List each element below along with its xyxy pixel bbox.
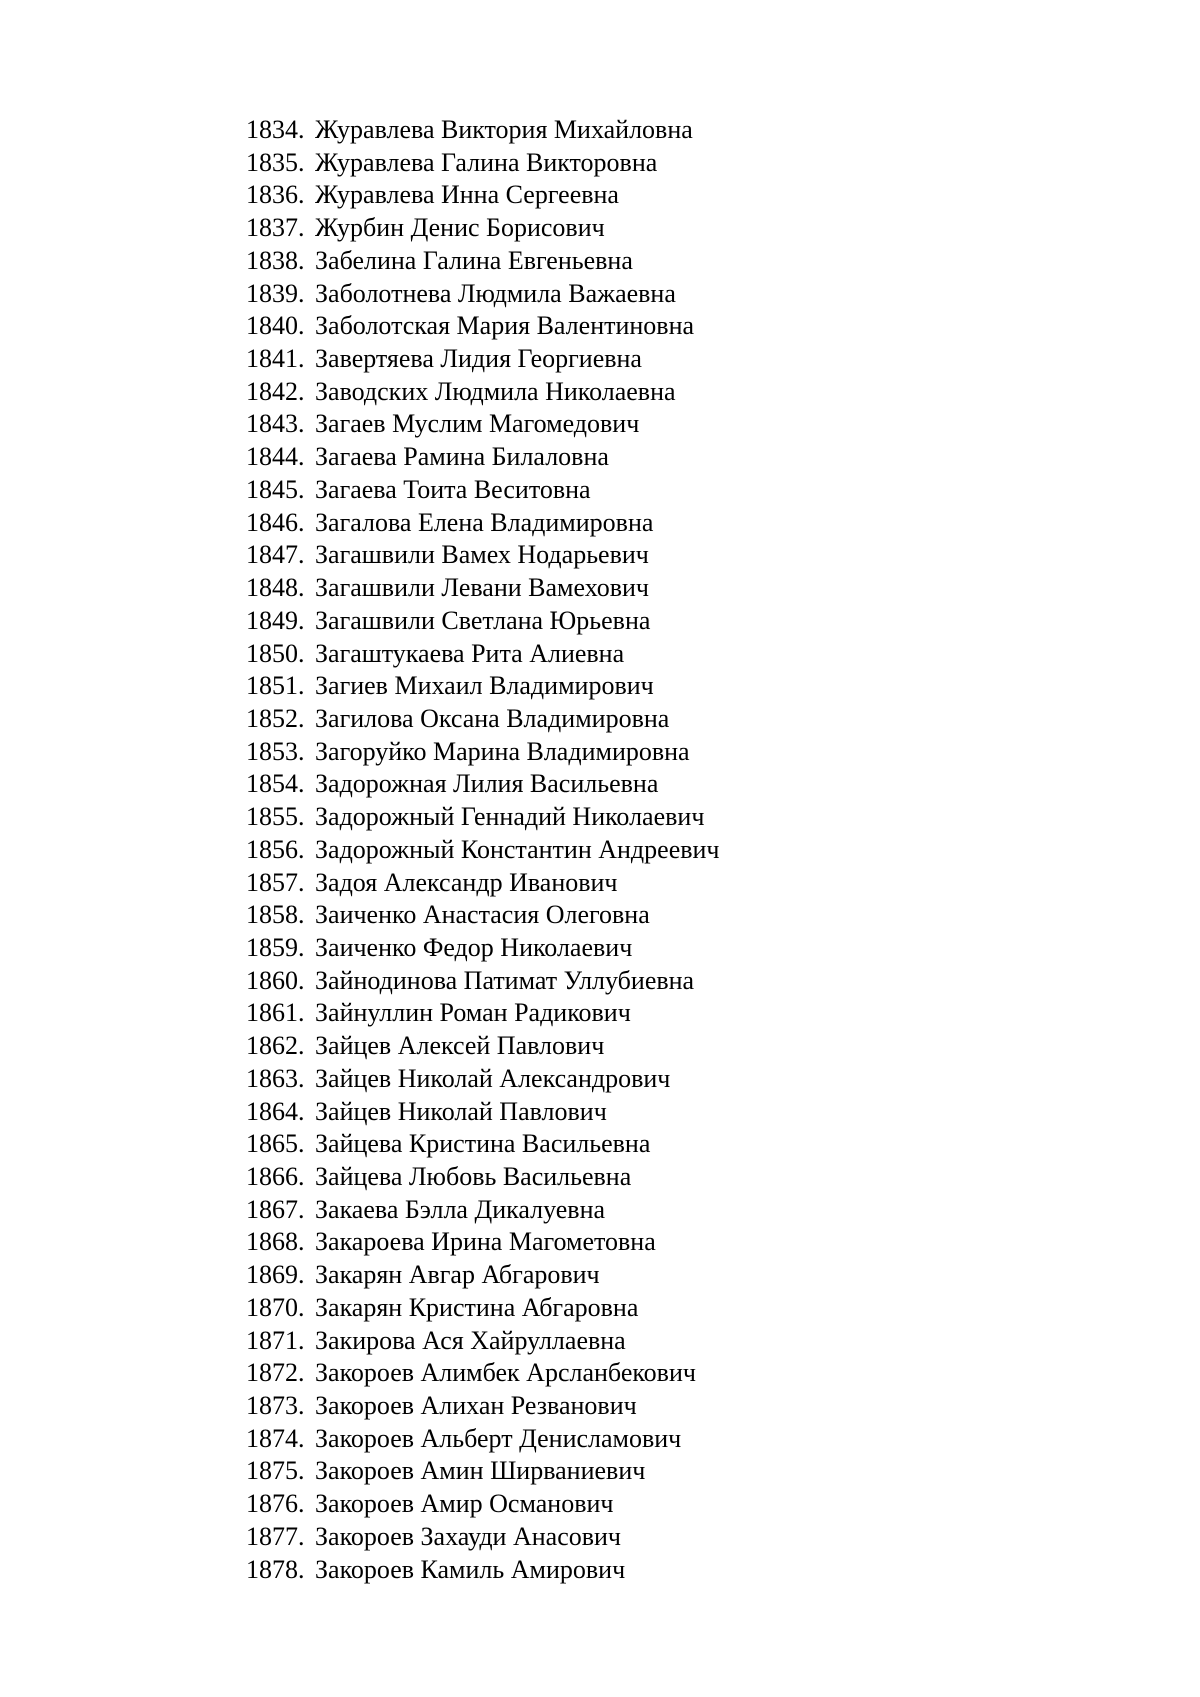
entry-full-name: Заиченко Федор Николаевич (315, 932, 633, 962)
entry-number: 1847. (246, 540, 305, 570)
entry-full-name: Закарян Авгар Абгарович (315, 1260, 600, 1290)
entry-number: 1870. (246, 1292, 305, 1322)
entry-full-name: Загаев Муслим Магомедович (315, 409, 640, 439)
entry-full-name: Загаева Рамина Билаловна (315, 442, 609, 472)
list-item (246, 670, 720, 703)
entry-full-name: Журавлева Галина Викторовна (315, 147, 658, 177)
list-item (246, 867, 720, 900)
entry-number: 1835. (246, 147, 305, 177)
entry-number: 1876. (246, 1489, 305, 1519)
entry-number: 1877. (246, 1521, 305, 1551)
list-item (246, 1063, 720, 1096)
list-item (246, 245, 720, 278)
entry-number: 1875. (246, 1456, 305, 1486)
list-item (246, 1128, 720, 1161)
entry-number: 1844. (246, 442, 305, 472)
entry-full-name: Задорожный Константин Андреевич (315, 834, 720, 864)
entry-full-name: Закороев Альберт Денисламович (315, 1423, 682, 1453)
entry-full-name: Заводских Людмила Николаевна (315, 376, 676, 406)
list-item (246, 1423, 720, 1456)
list-item (246, 1096, 720, 1129)
entry-full-name: Загашвили Левани Вамехович (315, 573, 649, 603)
entry-full-name: Загаева Тоита Веситовна (315, 474, 591, 504)
entry-number: 1873. (246, 1391, 305, 1421)
entry-number: 1838. (246, 245, 305, 275)
list-item (246, 768, 720, 801)
entry-number: 1845. (246, 474, 305, 504)
list-item (246, 801, 720, 834)
entry-number: 1862. (246, 1031, 305, 1061)
entry-full-name: Закороев Амин Ширваниевич (315, 1456, 646, 1486)
name-list (246, 114, 720, 1586)
entry-number: 1853. (246, 736, 305, 766)
entry-full-name: Закороев Захауди Анасович (315, 1521, 621, 1551)
entry-number: 1857. (246, 867, 305, 897)
list-item (246, 376, 720, 409)
entry-full-name: Зайцев Николай Павлович (315, 1096, 607, 1126)
entry-full-name: Закороев Амир Османович (315, 1489, 614, 1519)
entry-number: 1872. (246, 1358, 305, 1388)
entry-number: 1874. (246, 1423, 305, 1453)
list-item (246, 408, 720, 441)
list-item (246, 1325, 720, 1358)
entry-full-name: Зайцев Алексей Павлович (315, 1031, 605, 1061)
entry-number: 1851. (246, 671, 305, 701)
entry-number: 1860. (246, 965, 305, 995)
list-item (246, 965, 720, 998)
entry-number: 1869. (246, 1260, 305, 1290)
entry-full-name: Забелина Галина Евгеньевна (315, 245, 633, 275)
entry-full-name: Журавлева Виктория Михайловна (315, 115, 693, 144)
list-item (246, 212, 720, 245)
list-item (246, 932, 720, 965)
entry-number: 1842. (246, 376, 305, 406)
list-item (246, 147, 720, 180)
entry-full-name: Задорожная Лилия Васильевна (315, 769, 659, 799)
entry-number: 1878. (246, 1554, 305, 1584)
entry-full-name: Закарян Кристина Абгаровна (315, 1292, 639, 1322)
list-item (246, 1030, 720, 1063)
entry-number: 1866. (246, 1162, 305, 1191)
list-item (246, 736, 720, 769)
entry-number: 1839. (246, 278, 305, 308)
list-item (246, 1357, 720, 1390)
list-item (246, 605, 720, 638)
list-item (246, 1390, 720, 1423)
entry-number: 1837. (246, 213, 305, 243)
entry-number: 1854. (246, 769, 305, 799)
list-item (246, 1226, 720, 1259)
entry-number: 1864. (246, 1096, 305, 1126)
list-item (246, 638, 720, 671)
entry-number: 1843. (246, 409, 305, 439)
list-item (246, 572, 720, 605)
entry-full-name: Задорожный Геннадий Николаевич (315, 802, 705, 832)
list-item (246, 441, 720, 474)
entry-full-name: Закороев Алимбек Арсланбекович (315, 1358, 696, 1388)
entry-full-name: Зайнуллин Роман Радикович (315, 998, 631, 1028)
entry-number: 1848. (246, 573, 305, 603)
entry-full-name: Закирова Ася Хайруллаевна (315, 1325, 626, 1355)
entry-full-name: Журбин Денис Борисович (315, 213, 605, 243)
entry-number: 1850. (246, 638, 305, 668)
list-item (246, 834, 720, 867)
entry-full-name: Зайнодинова Патимат Уллубиевна (315, 965, 695, 995)
entry-number: 1856. (246, 834, 305, 864)
entry-full-name: Заболотская Мария Валентиновна (315, 311, 695, 341)
entry-full-name: Загаштукаева Рита Алиевна (315, 638, 625, 668)
entry-full-name: Зайцева Кристина Васильевна (315, 1129, 651, 1159)
entry-number: 1867. (246, 1194, 305, 1224)
entry-full-name: Закаева Бэлла Дикалуевна (315, 1194, 606, 1224)
entry-number: 1855. (246, 802, 305, 832)
list-item (246, 1161, 720, 1194)
list-item (246, 507, 720, 540)
list-item (246, 1292, 720, 1325)
entry-full-name: Журавлева Инна Сергеевна (315, 180, 619, 210)
entry-number: 1846. (246, 507, 305, 537)
entry-number: 1868. (246, 1227, 305, 1257)
list-item (246, 539, 720, 572)
entry-full-name: Загоруйко Марина Владимировна (315, 736, 690, 766)
entry-number: 1861. (246, 998, 305, 1028)
entry-full-name: Завертяева Лидия Георгиевна (315, 344, 642, 374)
entry-full-name: Закороев Камиль Амирович (315, 1554, 626, 1584)
entry-full-name: Загалова Елена Владимировна (315, 507, 654, 537)
entry-full-name: Задоя Александр Иванович (315, 867, 618, 897)
entry-number: 1863. (246, 1063, 305, 1093)
list-item (246, 1488, 720, 1521)
entry-full-name: Загилова Оксана Владимировна (315, 703, 670, 733)
list-item (246, 278, 720, 311)
entry-full-name: Заболотнева Людмила Важаевна (315, 278, 676, 308)
list-item (246, 1455, 720, 1488)
entry-full-name: Заиченко Анастасия Олеговна (315, 900, 650, 930)
list-item (246, 310, 720, 343)
list-item (246, 474, 720, 507)
entry-number: 1852. (246, 703, 305, 733)
entry-number: 1871. (246, 1325, 305, 1355)
entry-number: 1849. (246, 605, 305, 635)
entry-full-name: Зайцев Николай Александрович (315, 1063, 671, 1093)
list-item (246, 1259, 720, 1292)
entry-number: 1834. (246, 115, 305, 144)
entry-full-name: Загашвили Светлана Юрьевна (315, 605, 651, 635)
list-item (246, 1194, 720, 1227)
entry-full-name: Закароева Ирина Магометовна (315, 1227, 656, 1257)
list-item (246, 179, 720, 212)
entry-number: 1836. (246, 180, 305, 210)
list-item (246, 1554, 720, 1587)
entry-full-name: Загашвили Вамех Нодарьевич (315, 540, 649, 570)
entry-number: 1841. (246, 344, 305, 374)
list-item (246, 343, 720, 376)
entry-full-name: Зайцева Любовь Васильевна (315, 1162, 632, 1191)
entry-number: 1859. (246, 932, 305, 962)
list-item (246, 899, 720, 932)
entry-number: 1865. (246, 1129, 305, 1159)
entry-number: 1840. (246, 311, 305, 341)
list-item (246, 114, 720, 147)
entry-full-name: Загиев Михаил Владимирович (315, 671, 654, 701)
list-item (246, 703, 720, 736)
list-item (246, 997, 720, 1030)
entry-number: 1858. (246, 900, 305, 930)
entry-full-name: Закороев Алихан Резванович (315, 1391, 637, 1421)
list-item (246, 1521, 720, 1554)
